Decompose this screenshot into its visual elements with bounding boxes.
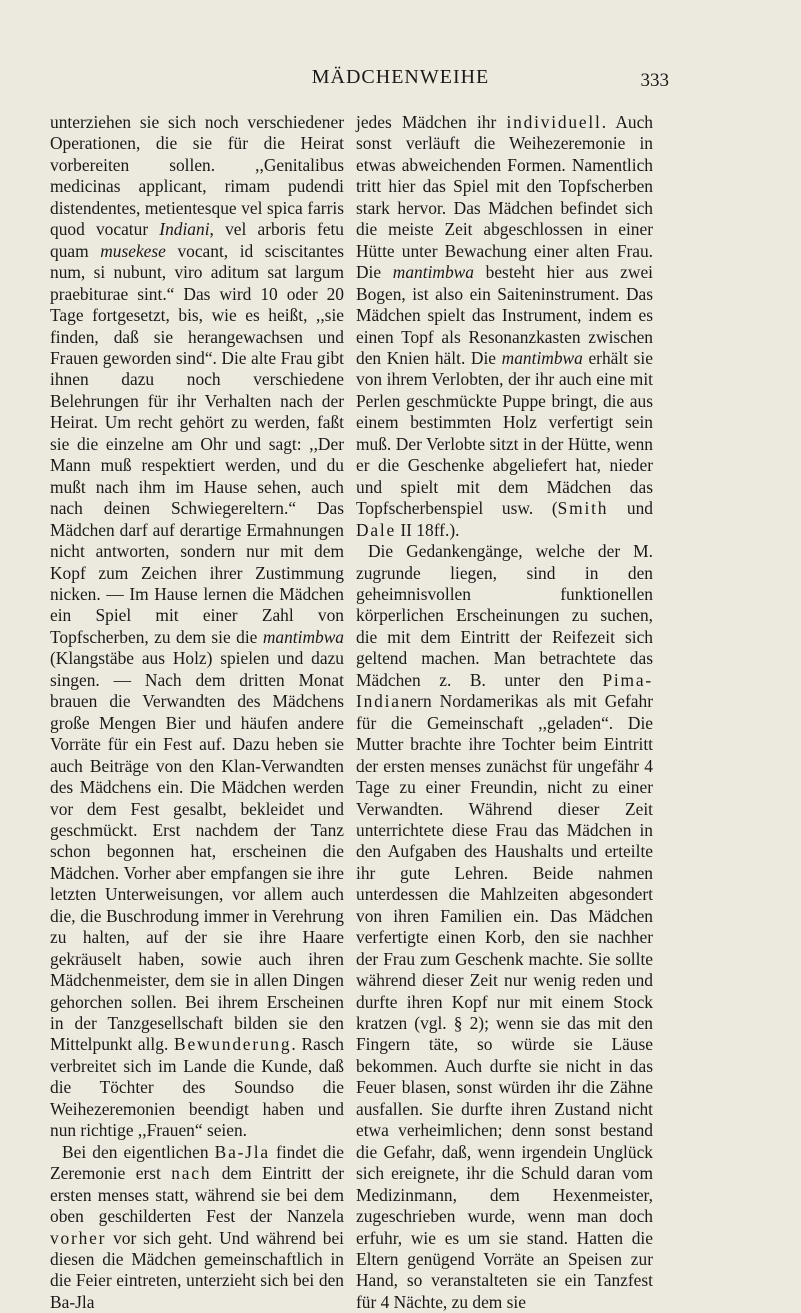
spaced-term: Pima-India xyxy=(356,669,653,712)
text-run: (Klangstäbe aus Holz) spielen und dazu singen. — Nach dem dritten Monat brauen die Verwandten des Mädchens große Mengen Bier und häufen andere Vorräte für ein Fest auf. Dazu heben sie auch Beiträge von den Klan-Verwandten des Mädchens ein. Die Mädchen werden vor dem Fest gesalbt, bekleidet und geschmückt. Erst nachdem der Tanz schon begonnen hat, erscheinen die Mädchen. Vorher aber empfangen sie ihre letzten Unterweisungen, vor allem auch die, die Buschrodung immer in Verehrung zu halten, auf der sie ihre Haare gekräuselt haben, sowie auch ihren Mädchenmeister, dem sie in allen Dingen gehorchen sollen. Bei ihrem Erscheinen in der Tanzgesellschaft bilden sie den Mittelpunkt allg. xyxy=(50,648,344,1055)
italic-term: mantimbwa xyxy=(262,626,344,647)
text-run: , vel arboris fetu quam xyxy=(50,219,345,261)
italic-term: musekese xyxy=(100,240,166,261)
left-column xyxy=(50,112,344,1313)
spaced-term: individuell xyxy=(506,112,602,132)
spaced-term: Bewunderung xyxy=(174,1034,292,1055)
left-paragraph-1 xyxy=(50,112,344,1142)
text-run: vocant, id sciscitantes num, si nubunt, viro aditum sat largum praebiturae sint.“ Das wird 10 oder 20 Tage fortgesetzt, bis, wie es heißt, ,,sie finden, daß sie herangewachsen und Frauen geworden sind“. Die alte Frau gibt ihnen dazu noch verschiedene Belehrungen für ihr Verhalten nach der Heirat. Um recht gehört zu werden, faßt sie die einzelne am Ohr und sagt: ,,Der Mann muß respektiert werden, und du mußt nach ihm im Hause sehen, auch nach deinen Schwiegereltern.“ Das Mädchen darf auf derartige Ermahnungen nicht antworten, sondern nur mit dem Kopf zum Zeichen ihrer Zustimmung nicken. — Im Hause lernen die Mädchen ein Spiel mit einer Zahl von Topfscherben, zu dem sie die xyxy=(50,240,344,647)
text-run: nern Nordamerikas als mit Gefahr für die Gemeinschaft ,,geladen“. Die Mutter brachte ihre Tochter beim Eintritt der ersten menses zunächst für ungefähr 4 Tage zu einer Freundin, nicht zu einer Verwandten. Während dieser Zeit unterrichtete diese Frau das Mädchen in den Aufgaben des Haushalts und erteilte ihr gute Lehren. Beide nahmen unterdessen die Mahlzeiten abgesondert von ihren Familien ein. Das Mädchen verfertigte einen Korb, den sie nachher der Frau zum Geschenk machte. Sie sollte während dieser Zeit nur wenig reden und durfte ihren Kopf nur mit einem Stock kratzen (vgl. § 2); wenn sie das mit den Fingern täte, so würde sie Läuse bekommen. Auch durfte sie nicht in das Feuer blasen, sonst würden ihr die Zähne ausfallen. Sie durfte ihren Zustand nicht etwa verheimlichen; denn sonst bestand die Gefahr, daß, wenn irgendein Unglück sich ereignete, ihr die Schuld daran vom Medizinmann, dem Hexenmeister, zugeschrieben wurde, wenn man doch erfuhr, wie es um sie stand. Hatten die Eltern genügend Vorräte an Speisen zur Hand, so veranstalteten sie ein Tanzfest für 4 Nächte, zu dem sie xyxy=(356,691,653,1312)
italic-term: mantimbwa xyxy=(392,262,474,283)
right-paragraph-2 xyxy=(356,541,653,1313)
text-run: vor sich geht. Und während bei diesen die Mädchen gemeinschaftlich in die Feier eintreten, unterzieht sich bei den Ba-Jla xyxy=(50,1227,344,1312)
spaced-term: Dale xyxy=(356,519,397,540)
right-column xyxy=(356,112,653,1313)
text-run: II 18ff.). xyxy=(396,519,460,540)
text-run: erhält sie von ihrem Verlobten, der ihr auch eine mit Perlen geschmückte Puppe bringt, die aus einem bestimmten Holz verfertigt sein muß. Der Verlobte sitzt in der Hütte, wenn er die Geschenke abgeliefert hat, nieder und spielt mit dem Mädchen das Topfscherbenspiel usw. ( xyxy=(356,347,653,519)
spaced-term: nach xyxy=(171,1163,212,1184)
text-run: findet die Zeremonie erst xyxy=(50,1141,344,1184)
text-run: und xyxy=(608,498,653,519)
italic-term: Indiani xyxy=(159,219,210,240)
right-paragraph-1 xyxy=(356,112,653,541)
text-run: jedes Mädchen ihr xyxy=(356,112,507,132)
spaced-term: Ba-Jla xyxy=(214,1141,270,1162)
page-number: 333 xyxy=(640,70,669,91)
text-run: Die Gedankengänge, welche der M. zugrunde liegen, sind in den geheimnisvollen funktionellen körperlichen Erscheinungen zu suchen, die mit dem Eintritt der Reifezeit sich geltend machen. Man betrachtete das Mädchen z. B. unter den xyxy=(356,541,653,690)
spaced-term: Smith xyxy=(557,498,609,519)
text-run: Bei den eigentlichen xyxy=(62,1141,215,1162)
italic-term: mantimbwa xyxy=(501,347,583,368)
text-run: besteht hier aus zwei Bogen, ist also ein Saiteninstrument. Das Mädchen spielt das Instrument, indem es einen Topf als Resonanzkasten zwischen den Knien hält. Die xyxy=(356,262,653,368)
text-run: unterziehen sie sich noch verschiedener Operationen, die sie für die Heirat vorbereiten sollen. ,,Genitalibus medicinas applicant, rimam pudendi distendentes, metientesque vel spica farris quod vocatur xyxy=(50,112,344,240)
text-run: dem Eintritt der ersten menses statt, während sie bei dem oben geschilderten Fest der Nanzela xyxy=(50,1163,344,1227)
text-run: . Rasch verbreitet sich im Lande die Kunde, daß die Töchter des Soundso die Weihezeremonien beendigt haben und nun richtige ,,Frauen“ seien. xyxy=(50,1034,344,1141)
left-paragraph-2 xyxy=(50,1142,344,1313)
running-title: MÄDCHENWEIHE xyxy=(311,66,490,88)
spaced-term: vorher xyxy=(50,1227,107,1248)
text-run: . Auch sonst verläuft die Weihezeremonie in etwas abweichenden Formen. Namentlich tritt hier das Spiel mit den Topfscherben stark hervor. Das Mädchen befindet sich die meiste Zeit abgeschlossen in einer Hütte unter Bewachung einer alten Frau. Die xyxy=(356,112,653,283)
